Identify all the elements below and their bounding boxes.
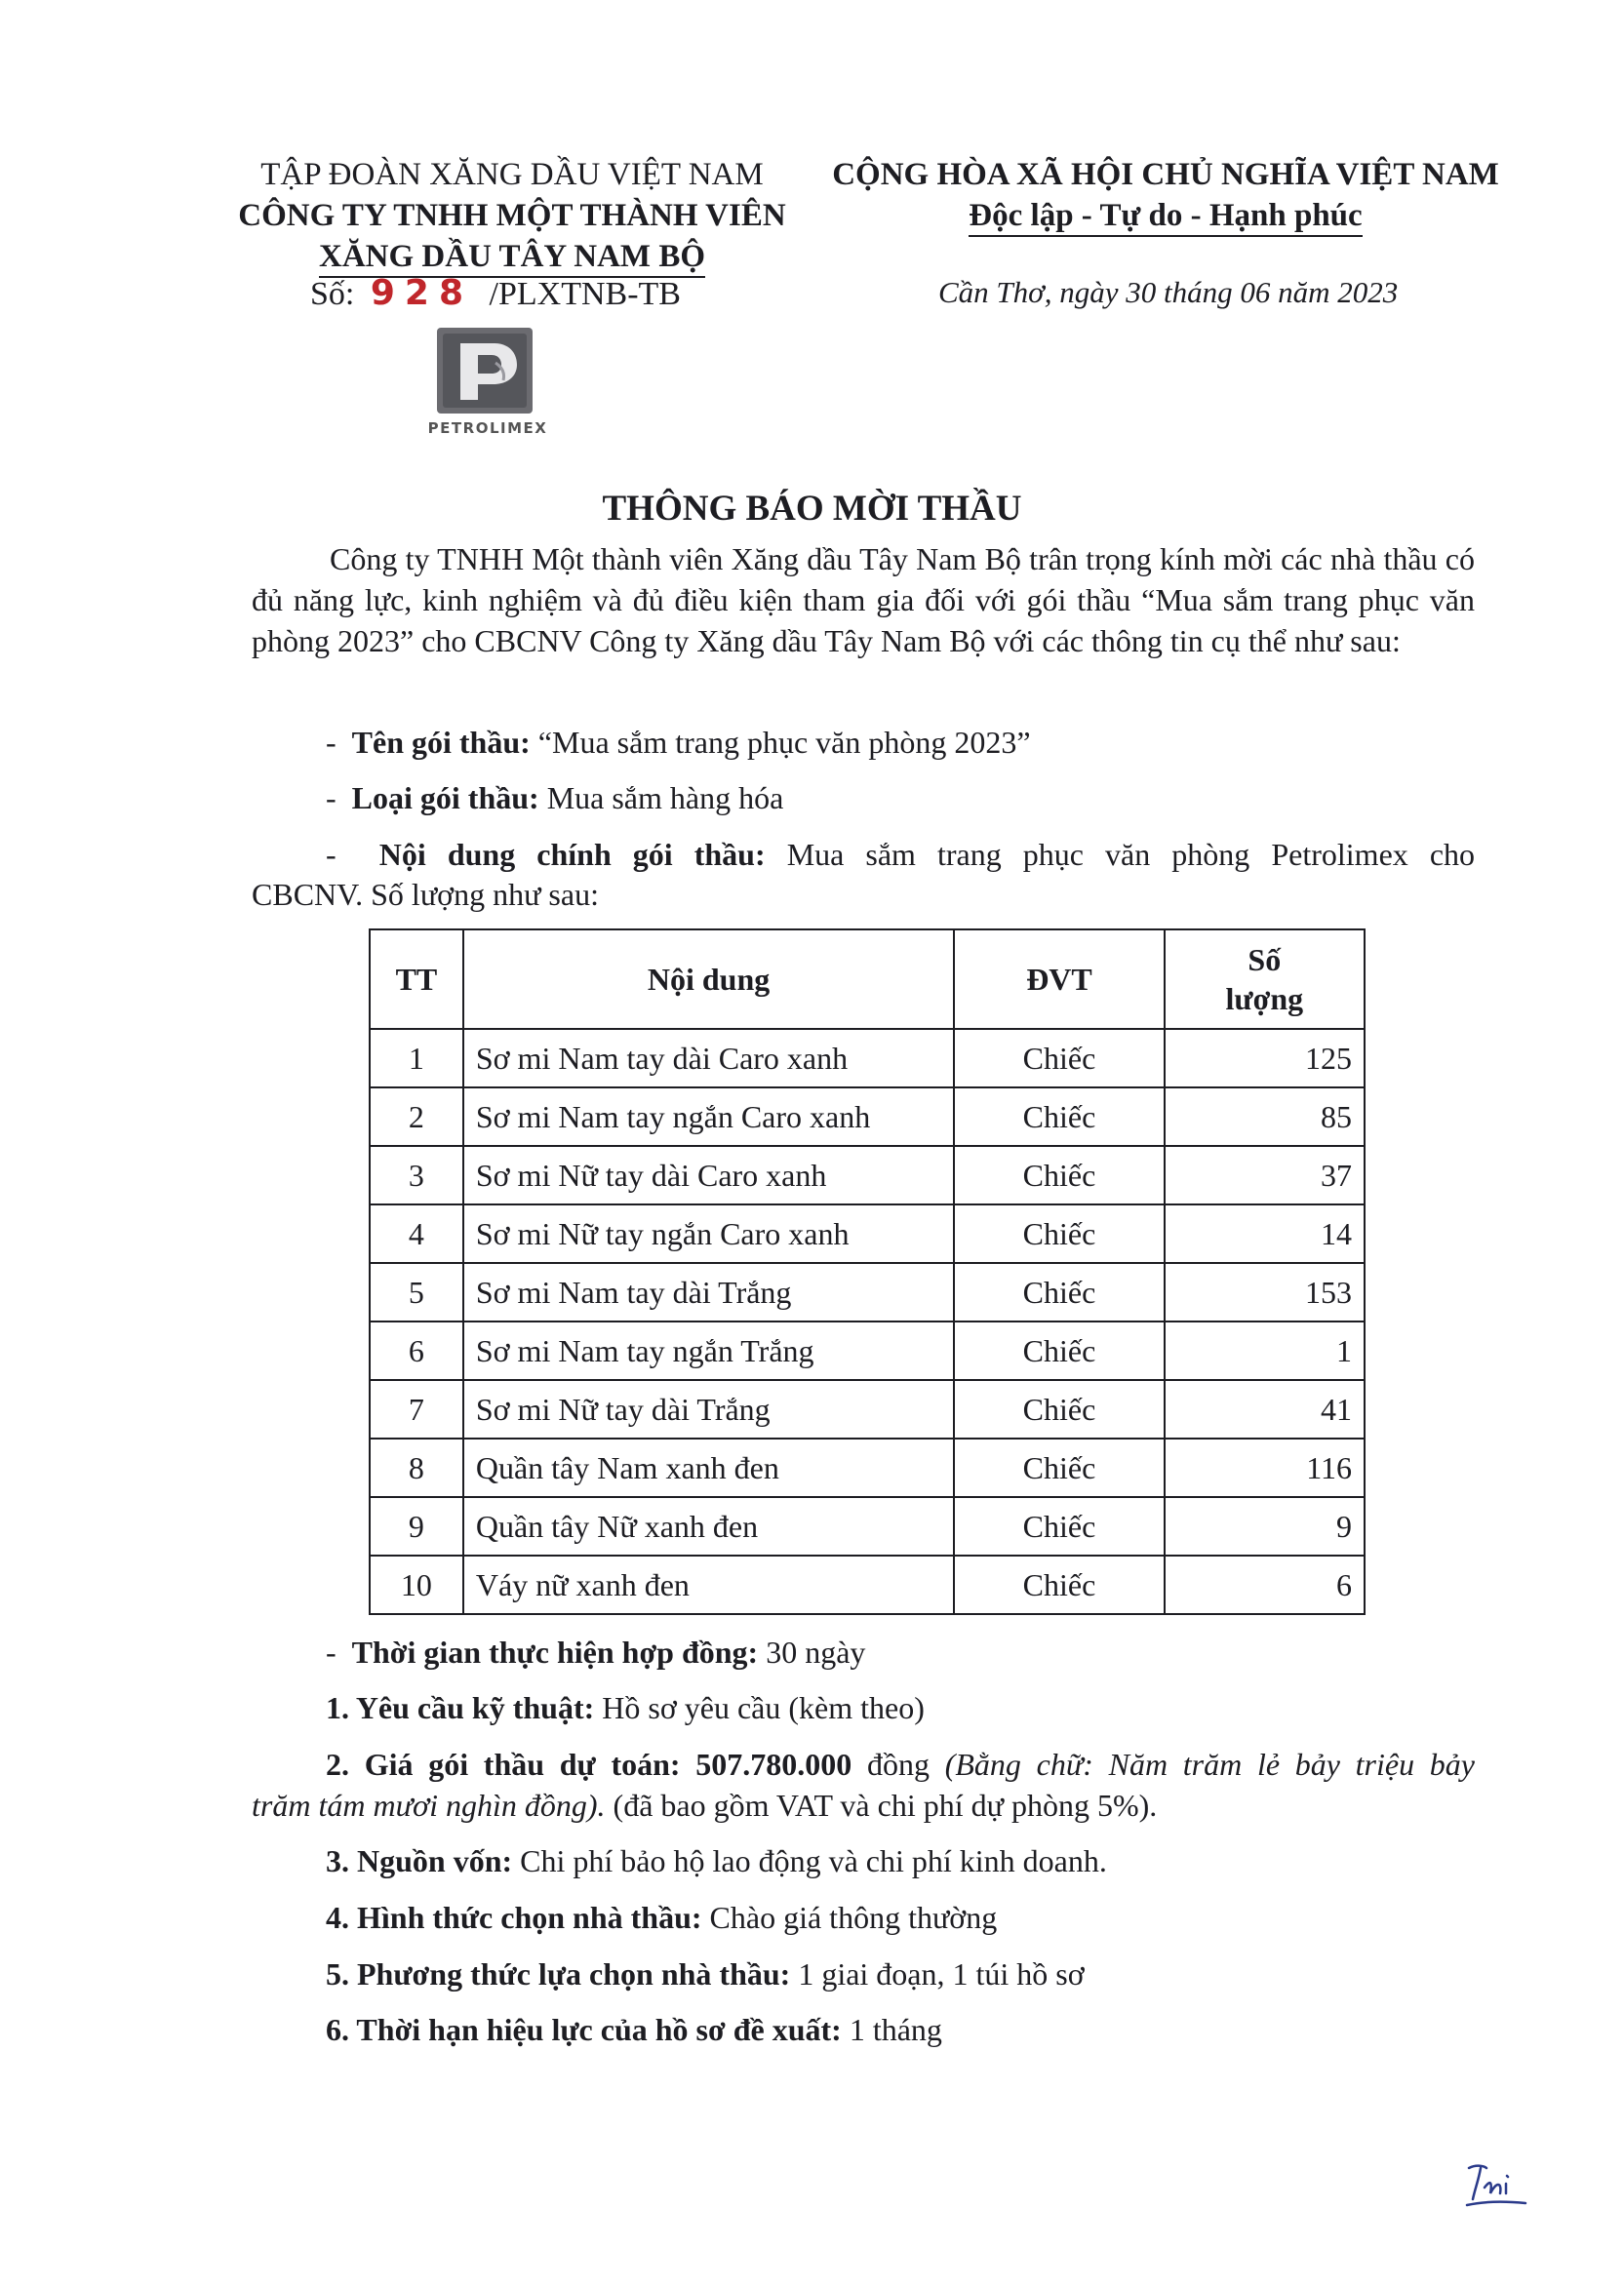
issuer-group: TẬP ĐOÀN XĂNG DẦU VIỆT NAM [260, 157, 764, 192]
item-estimated-price-cont: trăm tám mươi nghìn đồng). (đã bao gồm VAT và chi phí dự phòng 5%). [252, 1788, 1158, 1823]
table-row: 9 Quần tây Nữ xanh đen Chiếc 9 [370, 1497, 1365, 1556]
table-header-row [370, 929, 1365, 1029]
national-motto: Độc lập - Tự do - Hạnh phúc [810, 195, 1522, 236]
national-title: CỘNG HÒA XÃ HỘI CHỦ NGHĨA VIỆT NAM [832, 157, 1499, 192]
intro-paragraph: Công ty TNHH Một thành viên Xăng dầu Tây Nam Bộ trân trọng kính mời các nhà thầu có đủ năng lực, kinh nghiệm và đủ điều kiện tham gia đối với gói thầu “Mua sắm trang phục văn phòng 2023” cho CBCNV Công ty Xăng dầu Tây Nam Bộ với các thông tin cụ thể như sau: [252, 541, 1475, 658]
col-header-soluong: Số lượng [1165, 929, 1365, 1029]
table-row: 3 Sơ mi Nữ tay dài Caro xanh Chiếc 37 [370, 1146, 1365, 1204]
table-row: 1 Sơ mi Nam tay dài Caro xanh Chiếc 125 [370, 1029, 1365, 1087]
col-header-tt: TT [370, 929, 463, 1029]
item-funding-source: 3. Nguồn vốn: Chi phí bảo hộ lao động và chi phí kinh doanh. [326, 1843, 1107, 1878]
table-row: 8 Quần tây Nam xanh đen Chiếc 116 [370, 1439, 1365, 1497]
table-row: 2 Sơ mi Nam tay ngắn Caro xanh Chiếc 85 [370, 1087, 1365, 1146]
item-estimated-price: 2. Giá gói thầu dự toán: 507.780.000 đồng (Bằng chữ: Năm trăm lẻ bảy triệu bảy [326, 1747, 1476, 1782]
document-title: THÔNG BÁO MỜI THẦU [602, 489, 1022, 529]
quantity-table [369, 928, 1366, 1615]
doc-number-suffix: /PLXTNB-TB [489, 276, 681, 312]
handwritten-initials-icon [1463, 2160, 1531, 2214]
bullet-package-type: - Loại gói thầu: Mua sắm hàng hóa [326, 780, 784, 815]
item-selection-method: 5. Phương thức lựa chọn nhà thầu: 1 giai đoạn, 1 túi hồ sơ [326, 1956, 1085, 1992]
item-technical-requirements: 1. Yêu cầu kỹ thuật: Hồ sơ yêu cầu (kèm theo) [326, 1690, 925, 1725]
bullet-package-name: - Tên gói thầu: “Mua sắm trang phục văn phòng 2023” [326, 725, 1031, 760]
table-row: 4 Sơ mi Nữ tay ngắn Caro xanh Chiếc 14 [370, 1204, 1365, 1263]
col-header-noidung: Nội dung [463, 929, 955, 1029]
document-number [310, 273, 681, 313]
table-row: 6 Sơ mi Nam tay ngắn Trắng Chiếc 1 [370, 1322, 1365, 1380]
bullet-package-content-cont: CBCNV. Số lượng như sau: [252, 877, 599, 912]
issue-date: Cần Thơ, ngày 30 tháng 06 năm 2023 [938, 275, 1399, 309]
bullet-contract-time: - Thời gian thực hiện hợp đồng: 30 ngày [326, 1635, 866, 1670]
item-selection-form: 4. Hình thức chọn nhà thầu: Chào giá thông thường [326, 1900, 998, 1935]
issuer-block [195, 154, 829, 277]
table-row: 5 Sơ mi Nam tay dài Trắng Chiếc 153 [370, 1263, 1365, 1322]
issuer-company: CÔNG TY TNHH MỘT THÀNH VIÊN [238, 198, 786, 233]
doc-number-prefix: Số: [310, 276, 355, 312]
col-header-dvt: ĐVT [954, 929, 1164, 1029]
petrolimex-logo-icon [437, 328, 533, 414]
bullet-package-content: - Nội dung chính gói thầu: Mua sắm trang phục văn phòng Petrolimex cho [326, 837, 1476, 872]
logo-wordmark: PETROLIMEX [427, 419, 548, 437]
table-row: 7 Sơ mi Nữ tay dài Trắng Chiếc 41 [370, 1380, 1365, 1439]
doc-number-value: 928 [370, 273, 474, 313]
national-header [810, 154, 1522, 236]
table-row: 10 Váy nữ xanh đen Chiếc 6 [370, 1556, 1365, 1614]
issuer-branch: XĂNG DẦU TÂY NAM BỘ [195, 236, 829, 277]
item-validity-period: 6. Thời hạn hiệu lực của hồ sơ đề xuất: 1 tháng [326, 2012, 942, 2047]
